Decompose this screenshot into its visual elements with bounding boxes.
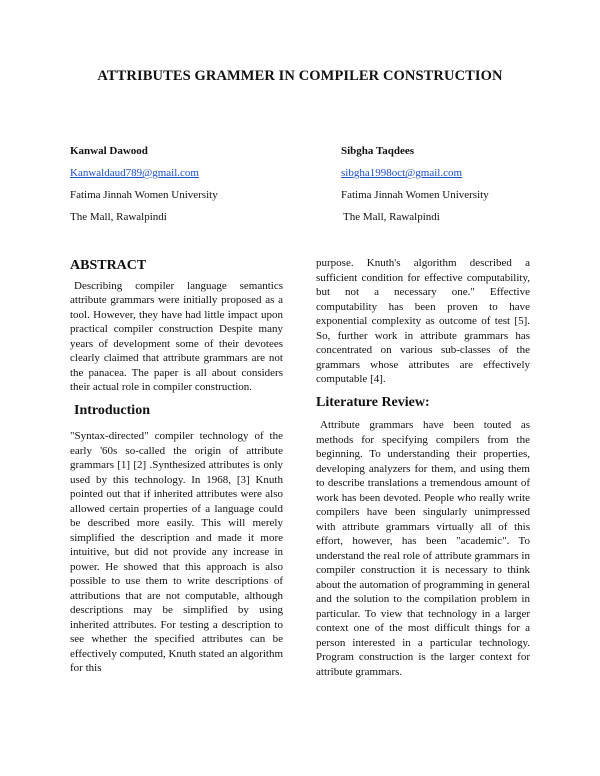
author-affiliation: Fatima Jinnah Women University xyxy=(70,189,218,201)
author-email-link[interactable]: Kanwaldaud789@gmail.com xyxy=(70,167,199,179)
literature-review-heading: Literature Review: xyxy=(316,394,430,410)
left-column xyxy=(70,256,283,676)
abstract-text: Describing compiler language semantics attribute grammars were initially proposed as a tool. However, they have had little impact upon practical compiler construction Despite many years of development some of their devotees clearly claimed that attribute grammars are not the panacea. The paper is all about considers their actual role in compiler construction. xyxy=(70,279,283,393)
introduction-text-continued: purpose. Knuth's algorithm described a sufficient condition for effective computability, but not a necessary one." Effective computability has been proven to have exponential complexity as outcome of test [5]. So, further work in attribute grammars has concentrated on various sub-classes of the grammars whose attributes are effectively computable [4]. xyxy=(316,257,530,385)
right-column xyxy=(316,256,530,679)
author-address: The Mall, Rawalpindi xyxy=(70,211,167,223)
author-name: Sibgha Taqdees xyxy=(341,145,415,157)
introduction-text: "Syntax-directed" compiler technology of the early '60s so-called the origin of attribute grammars [1] [2] .Synthesized attributes is only used by this technology. In 1968, [3] Knuth pointed out that if inherited attributes were also allowed certain properties of a language could be described more easily. This will merely simplified the description and made it more intuitive, but did not provide any increase in power. He showed that this approach is also possible to use them to write descriptions of attributions that are not computable, although descriptions may be simplified by using inherited attributes. For testing a description to see whether the specified attributes can be effectively computed, Knuth stated an algorithm for this xyxy=(70,430,284,674)
abstract-heading: ABSTRACT xyxy=(70,258,147,273)
author-address: The Mall, Rawalpindi xyxy=(343,211,440,223)
author-email-link[interactable]: sibgha1998oct@gmail.com xyxy=(341,167,463,179)
literature-review-text: Attribute grammars have been touted as methods for specifying compilers from the beginning. To understanding their properties, developing analyzers for them, and using them to describe translations a tremendous amount of work has been devoted. People who really write compilers have been singularly unimpressed with attribute grammars virtually all of this effort, however, has been "academic". To understand the real role of attribute grammars in compiler construction it is necessary to think about the automation of programming in general and the solution to the compilation problem in particular. To view that technology in a larger context one of the most difficult things for a person interested in a particular technology. Program construction is the larger context for attribute grammars. xyxy=(316,419,530,678)
author-block-1 xyxy=(70,144,218,225)
paper-title: ATTRIBUTES GRAMMER IN COMPILER CONSTRUCTION xyxy=(97,68,503,84)
author-affiliation: Fatima Jinnah Women University xyxy=(341,189,489,201)
author-block-2 xyxy=(341,144,489,225)
author-name: Kanwal Dawood xyxy=(70,145,148,157)
introduction-heading: Introduction xyxy=(74,402,150,418)
